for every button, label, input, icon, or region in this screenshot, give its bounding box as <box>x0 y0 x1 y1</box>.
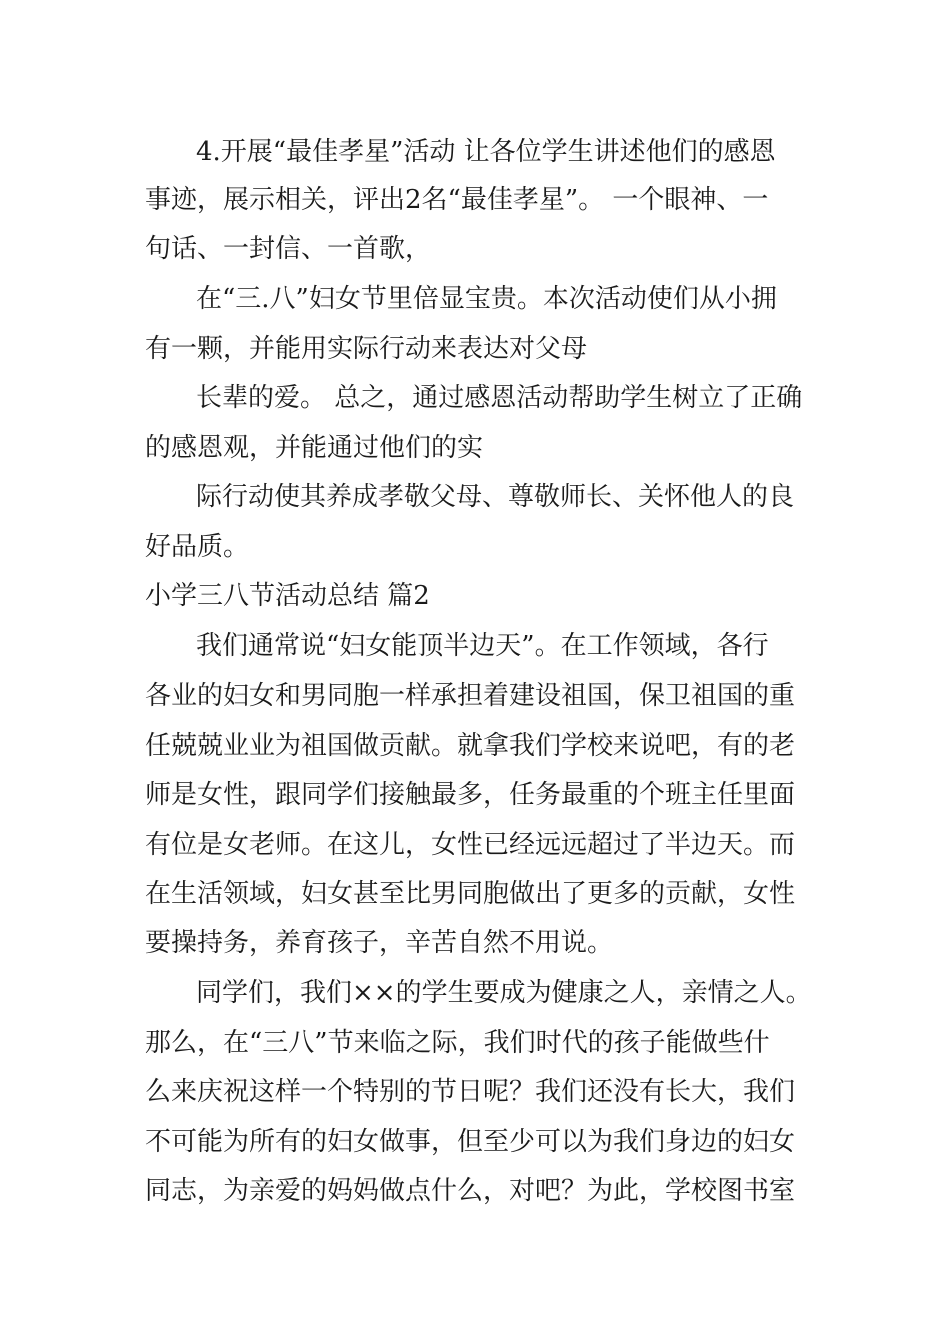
text-line: 有一颗，并能用实际行动来表达对父母 <box>145 334 588 364</box>
text-line: 那么，在“三八”节来临之际，我们时代的孩子能做些什 <box>145 1028 770 1058</box>
text-line: 4.开展“最佳孝星”活动 让各位学生讲述他们的感恩 <box>196 137 776 167</box>
text-line: 师是女性，跟同学们接触最多，任务最重的个班主任里面 <box>145 780 796 810</box>
text-line: 句话、一封信、一首歌， <box>145 234 432 264</box>
text-line: 同学们，我们××的学生要成为健康之人，亲情之人。 <box>196 978 812 1008</box>
text-line: 事迹，展示相关，评出2名“最佳孝星”。 一个眼神、一 <box>145 185 769 215</box>
text-line: 长辈的爱。 总之，通过感恩活动帮助学生树立了正确 <box>196 383 803 413</box>
text-line: 在生活领域，妇女甚至比男同胞做出了更多的贡献，女性 <box>145 879 796 909</box>
text-line: 同志，为亲爱的妈妈做点什么，对吧？为此，学校图书室 <box>145 1176 796 1206</box>
text-line: 我们通常说“妇女能顶半边天”。在工作领域，各行 <box>196 631 769 661</box>
text-line: 在“三.八”妇女节里倍显宝贵。本次活动使们从小拥 <box>196 284 777 314</box>
text-line: 各业的妇女和男同胞一样承担着建设祖国，保卫祖国的重 <box>145 681 796 711</box>
text-line: 么来庆祝这样一个特别的节日呢？我们还没有长大，我们 <box>145 1077 796 1107</box>
text-line: 有位是女老师。在这儿，女性已经远远超过了半边天。而 <box>145 830 796 860</box>
text-line: 的感恩观，并能通过他们的实 <box>145 433 484 463</box>
text-line: 好品质。 <box>145 532 250 562</box>
text-line: 要操持务，养育孩子，辛苦自然不用说。 <box>145 928 614 958</box>
section-heading: 小学三八节活动总结 篇2 <box>145 581 430 611</box>
text-line: 不可能为所有的妇女做事，但至少可以为我们身边的妇女 <box>145 1127 796 1157</box>
text-line: 际行动使其养成孝敬父母、尊敬师长、关怀他人的良 <box>196 482 795 512</box>
text-line: 任兢兢业业为祖国做贡献。就拿我们学校来说吧，有的老 <box>145 731 796 761</box>
